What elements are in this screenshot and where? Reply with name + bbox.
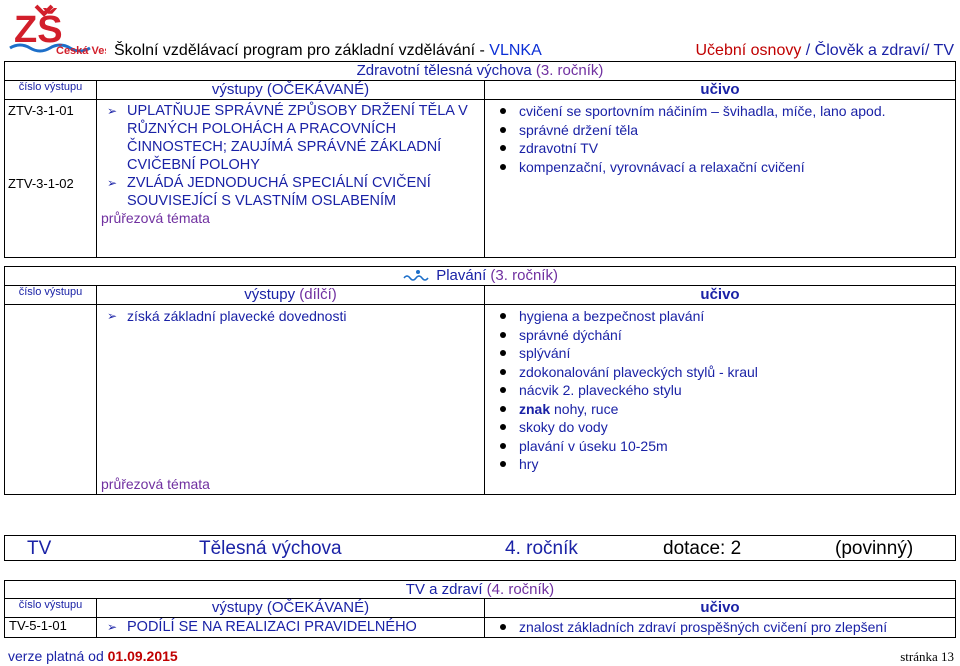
cross-topics-label: průřezová témata	[101, 476, 210, 492]
section3-title	[5, 581, 956, 599]
content-item: cvičení se sportovním náčiním – švihadla, míče, lano apod.	[489, 102, 951, 121]
section2-title-year: (3. ročník)	[486, 267, 558, 284]
output-text: získá základní plavecké dovednosti	[127, 308, 347, 324]
section2-title-main: Plavání	[436, 267, 487, 284]
section-zdravotni-tv	[4, 61, 956, 258]
subject-grade: 4. ročník	[505, 538, 578, 559]
program-title	[114, 42, 542, 60]
subject-hours: dotace: 2	[663, 538, 742, 559]
section2-title	[5, 267, 956, 286]
output-item	[101, 174, 480, 210]
output-text: PODÍLÍ SE NA REALIZACI PRAVIDELNÉHO	[127, 619, 417, 635]
section2-codes	[5, 305, 97, 495]
col-outputs-a: výstupy	[244, 286, 296, 303]
section1-title-main: Zdravotní tělesná výchova	[356, 62, 532, 79]
subject-name: Tělesná výchova	[199, 538, 342, 559]
content-item: znalost základních zdraví prospěšných cvičení pro zlepšení	[489, 618, 951, 637]
col-content: učivo	[485, 81, 956, 100]
subject-abbr: TV	[27, 538, 52, 559]
section3-title-year: (4. ročník)	[482, 581, 555, 598]
logo-letters: ZŠ	[14, 9, 63, 51]
output-item	[101, 618, 480, 636]
content-item	[489, 400, 951, 419]
output-text: ZVLÁDÁ JEDNODUCHÁ SPECIÁLNÍ CVIČENÍ SOUVISEJÍCÍ S VLASTNÍM OSLABENÍM	[127, 175, 431, 209]
section3-title-main: TV a zdraví	[405, 581, 483, 598]
section2-outputs	[97, 305, 485, 495]
output-text: UPLATŇUJE SPRÁVNÉ ZPŮSOBY DRŽENÍ TĚLA V RŮZNÝCH POLOHÁCH A PRACOVNÍCH ČINNOSTECH; ZAUJÍMÁ SPRÁVNÉ ZÁKLADNÍ CVIČEBNÍ POLOHY	[127, 103, 468, 173]
section1-codes	[5, 100, 97, 258]
col-content: učivo	[485, 286, 956, 305]
col-outputs-a: výstupy	[211, 599, 263, 616]
code-tv-5-1-01: TV-5-1-01	[5, 618, 97, 638]
section1-title-year: (3. ročník)	[531, 62, 604, 79]
col-outputs-b: (OČEKÁVANÉ)	[262, 81, 370, 98]
content-item: hygiena a bezpečnost plavání	[489, 307, 951, 326]
content-bold: znak	[519, 400, 551, 417]
col-content: učivo	[485, 599, 956, 618]
col-outputs	[97, 599, 485, 618]
logo-town: Česká Ves	[56, 45, 106, 57]
cross-topics-label: průřezová témata	[101, 210, 210, 226]
col-outputs-b: (dílčí)	[295, 286, 337, 303]
version-prefix: verze platná od	[8, 648, 108, 664]
subject-title	[696, 42, 955, 60]
content-item: správné držení těla	[489, 121, 951, 140]
content-item: správné dýchání	[489, 326, 951, 345]
output-item	[101, 307, 480, 325]
subject-type: (povinný)	[835, 538, 914, 559]
col-outputs-a: výstupy	[211, 81, 263, 98]
content-item: zdravotní TV	[489, 139, 951, 158]
section1-title	[5, 62, 956, 81]
arrow-icon: ➢	[107, 104, 118, 118]
section3-content	[485, 618, 956, 638]
content-item: hry	[489, 455, 951, 474]
school-logo	[6, 2, 106, 58]
arrow-icon: ➢	[107, 176, 118, 190]
section1-outputs	[97, 100, 485, 258]
col-code: číslo výstupu	[5, 81, 97, 100]
subject-prefix: Učební osnovy	[695, 42, 802, 59]
content-item: kompenzační, vyrovnávací a relaxační cvičení	[489, 158, 951, 177]
col-outputs	[97, 81, 485, 100]
section-tv-a-zdravi	[4, 580, 956, 638]
output-item	[101, 102, 480, 174]
content-item: plavání v úseku 10-25m	[489, 437, 951, 456]
arrow-icon: ➢	[107, 309, 118, 323]
section2-content	[485, 305, 956, 495]
content-item: splývání	[489, 344, 951, 363]
col-code: číslo výstupu	[5, 599, 97, 618]
content-rest: nohy, ruce	[554, 400, 619, 417]
content-item: skoky do vody	[489, 418, 951, 437]
content-item: zdokonalování plaveckých stylů - kraul	[489, 363, 951, 382]
section3-outputs	[97, 618, 485, 638]
code-ztv-3-1-01: ZTV-3-1-01	[8, 103, 74, 118]
subject-suffix: / Člověk a zdraví/ TV	[801, 42, 954, 59]
swim-icon	[402, 268, 432, 285]
section-plavani	[4, 266, 956, 495]
section1-content	[485, 100, 956, 258]
col-outputs-b: (OČEKÁVANÉ)	[262, 599, 370, 616]
col-code: číslo výstupu	[5, 286, 97, 305]
version-date: 01.09.2015	[107, 648, 178, 664]
program-name: VLNKA	[489, 42, 542, 59]
code-ztv-3-1-02: ZTV-3-1-02	[8, 176, 74, 191]
subject-bar	[4, 535, 956, 561]
page-number: stránka 13	[900, 649, 954, 664]
program-prefix: Školní vzdělávací program pro základní vzdělávání -	[114, 42, 490, 59]
col-outputs	[97, 286, 485, 305]
arrow-icon: ➢	[107, 620, 118, 634]
content-item: nácvik 2. plaveckého stylu	[489, 381, 951, 400]
version-info	[8, 648, 178, 664]
